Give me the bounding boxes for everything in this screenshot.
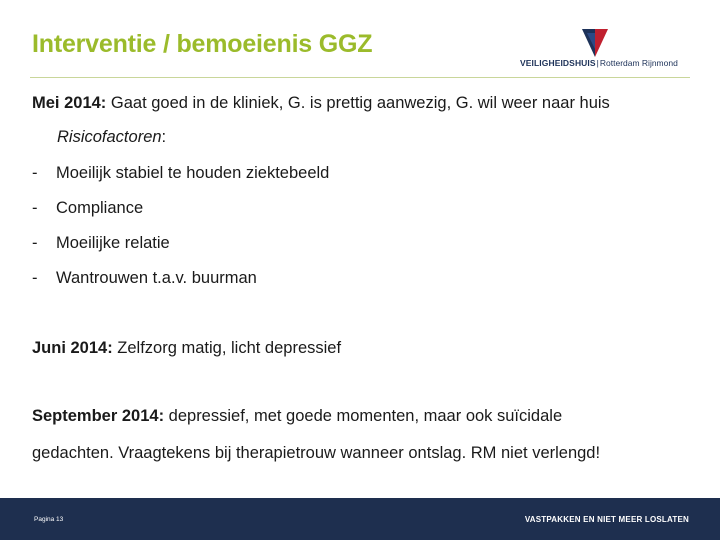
mei-text: Gaat goed in de kliniek, G. is prettig aanwezig, G. wil weer naar huis — [106, 94, 610, 112]
september-2014-continuation: gedachten. Vraagtekens bij therapietrouw wanneer ontslag. RM niet verlengd! — [32, 444, 601, 462]
logo-name-strong: VEILIGHEIDSHUIS — [520, 58, 596, 68]
bullet-dash: - — [32, 269, 38, 287]
bullet-dash: - — [32, 234, 38, 252]
footer-slogan: VASTPAKKEN EN NIET MEER LOSLATEN — [524, 515, 689, 524]
bullet-text: Compliance — [56, 199, 144, 217]
september-text: depressief, met goede momenten, maar ook suïcidale — [164, 407, 563, 425]
shield-logo-icon — [582, 29, 608, 57]
bullet-dash: - — [32, 199, 38, 217]
risicofactoren-heading — [57, 128, 166, 147]
bullet-text: Moeilijke relatie — [56, 234, 170, 252]
logo-name-light: Rotterdam Rijnmond — [599, 58, 678, 68]
mei-label: Mei 2014: — [32, 94, 107, 112]
september-label: September 2014: — [32, 407, 165, 425]
footer-bar — [0, 498, 720, 540]
logo-separator: | — [596, 58, 599, 68]
juni-text: Zelfzorg matig, licht depressief — [112, 339, 342, 357]
risk-bullet — [32, 234, 170, 253]
september-2014-line — [32, 407, 562, 426]
logo-wordmark — [520, 58, 678, 68]
risk-bullet — [32, 164, 329, 183]
slide-title: Interventie / bemoeienis GGZ — [32, 30, 373, 58]
bullet-dash: - — [32, 164, 38, 182]
risk-bullet — [32, 269, 257, 288]
risicofactoren-colon: : — [161, 128, 167, 146]
bullet-text: Moeilijk stabiel te houden ziektebeeld — [56, 164, 330, 182]
risicofactoren-label: Risicofactoren — [57, 128, 162, 146]
page-number: Pagina 13 — [34, 516, 64, 523]
veiligheidshuis-logo — [520, 29, 696, 71]
risk-bullet — [32, 199, 143, 218]
juni-2014-line — [32, 339, 341, 358]
bullet-text: Wantrouwen t.a.v. buurman — [56, 269, 257, 287]
title-divider — [30, 77, 690, 78]
juni-label: Juni 2014: — [32, 339, 113, 357]
mei-2014-line — [32, 94, 610, 113]
